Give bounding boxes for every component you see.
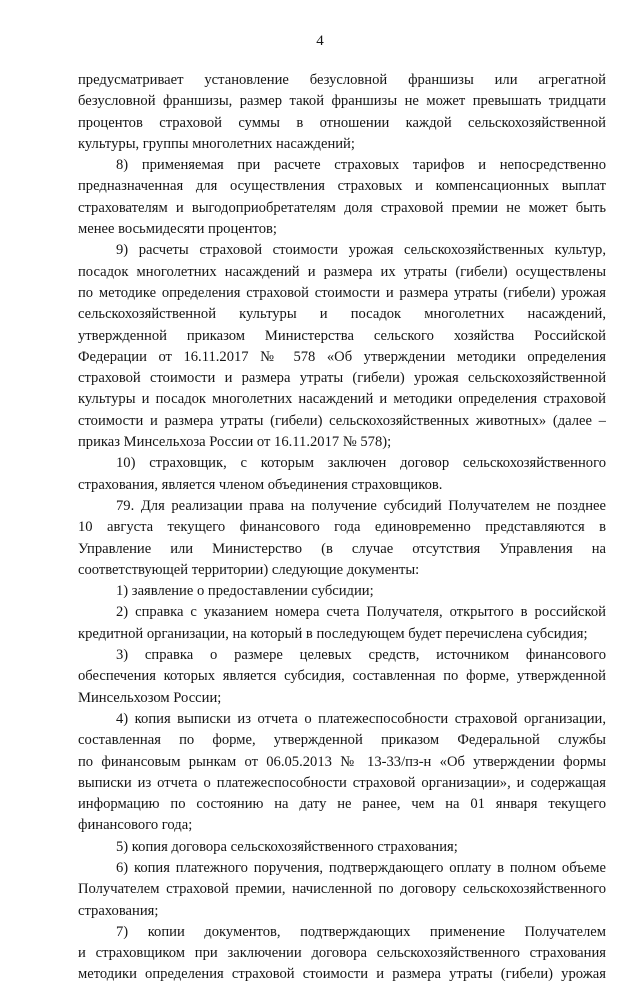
text-line: 10) страховщик, с которым заключен договор сельскохозяйственного [116, 455, 606, 472]
paragraph [78, 709, 606, 837]
paragraph [78, 496, 606, 581]
text-line: по методике определения страховой стоимости и размера утраты (гибели) урожая [78, 284, 606, 301]
text-line: 9) расчеты страховой стоимости урожая сельскохозяйственных культур, [116, 242, 606, 259]
text-line: 8) применяемая при расчете страховых тарифов и непосредственно [116, 157, 606, 174]
text-line: методики определения страховой стоимости и размера утраты (гибели) урожая [78, 966, 606, 983]
text-line: 4) копия выписки из отчета о платежеспособности страховой организации, [116, 710, 606, 727]
text-line: составленная по форме, утвержденной приказом Федеральной службы [78, 732, 606, 749]
text-line: 1) заявление о предоставлении субсидии; [116, 583, 374, 600]
text-line: 2) справка с указанием номера счета Получателя, открытого в российской [116, 604, 606, 621]
text-line: утвержденной приказом Министерства сельского хозяйства Российской [78, 327, 606, 344]
text-line: Управление или Министерство (в случае отсутствия Управления на [78, 540, 606, 557]
text-line: сельскохозяйственной культуры и посадок многолетних насаждений, [78, 306, 606, 323]
text-line: и страховщиком при заключении договора сельскохозяйственного страхования [78, 945, 606, 962]
text-line: Минсельхозом России; [78, 689, 222, 706]
text-line: страхования, является членом объединения страховщиков. [78, 476, 443, 493]
text-line: 10 августа текущего финансового года единовременно представляются в [78, 519, 606, 536]
paragraph [78, 837, 606, 858]
text-line: безусловной франшизы, размер такой франшизы не может превышать тридцати [78, 93, 606, 110]
text-line: 79. Для реализации права на получение субсидий Получателем не позднее [116, 497, 606, 514]
text-line: предусматривает установление безусловной франшизы или агрегатной [78, 72, 606, 88]
document-body [78, 70, 606, 986]
text-line: процентов страховой суммы в отношении каждой сельскохозяйственной [78, 114, 606, 131]
text-line: 5) копия договора сельскохозяйственного страхования; [116, 838, 458, 855]
text-line: информацию по состоянию на дату не ранее, чем на 01 января текущего [78, 796, 606, 813]
text-line: менее восьмидесяти процентов; [78, 221, 277, 238]
paragraph [78, 581, 606, 602]
text-line: выписки из отчета о платежеспособности страховой организации», и содержащая [78, 774, 606, 791]
paragraph [78, 240, 606, 453]
paragraph [78, 453, 606, 496]
text-line: по финансовым рынкам от 06.05.2013 № 13-33/пз-н «Об утверждении формы [78, 753, 606, 770]
page-number: 4 [316, 33, 324, 49]
text-line: страховой стоимости и размера утраты (гибели) урожая сельскохозяйственной [78, 370, 606, 387]
text-line: посадок многолетних насаждений и размера их утраты (гибели) осуществлены [78, 263, 606, 280]
text-line: Получателем страховой премии, начисленной по договору сельскохозяйственного [78, 881, 606, 898]
paragraph [78, 645, 606, 709]
text-line: 7) копии документов, подтверждающих применение Получателем [116, 923, 606, 940]
text-line: кредитной организации, на который в последующем будет перечислена субсидия; [78, 625, 588, 642]
text-line: соответствующей территории) следующие документы: [78, 561, 420, 578]
paragraph [78, 858, 606, 922]
text-line: финансового года; [78, 817, 193, 834]
text-line: культуры, группы многолетних насаждений; [78, 135, 355, 152]
text-line: 6) копия платежного поручения, подтверждающего оплату в полном объеме [116, 859, 606, 876]
text-line: 3) справка о размере целевых средств, источником финансового [116, 647, 606, 664]
text-line: приказ Минсельхоза России от 16.11.2017 № 578); [78, 434, 392, 451]
text-line: страхователям и выгодоприобретателям доля страховой премии не может быть [78, 199, 606, 216]
paragraph [78, 70, 606, 155]
text-line: культуры и посадок многолетних насаждений и методики определения страховой [78, 391, 606, 408]
paragraph [78, 922, 606, 986]
text-line: страхования; [78, 902, 159, 919]
text-line: Федерации от 16.11.2017 № 578 «Об утверждении методики определения [78, 348, 606, 365]
paragraph [78, 155, 606, 240]
text-line: предназначенная для осуществления страховых и компенсационных выплат [78, 178, 606, 195]
text-line: стоимости и размера утраты (гибели) сельскохозяйственных животных» (далее – [78, 412, 606, 429]
paragraph [78, 602, 606, 645]
text-line: обеспечения которых является субсидия, составленная по форме, утвержденной [78, 668, 606, 685]
